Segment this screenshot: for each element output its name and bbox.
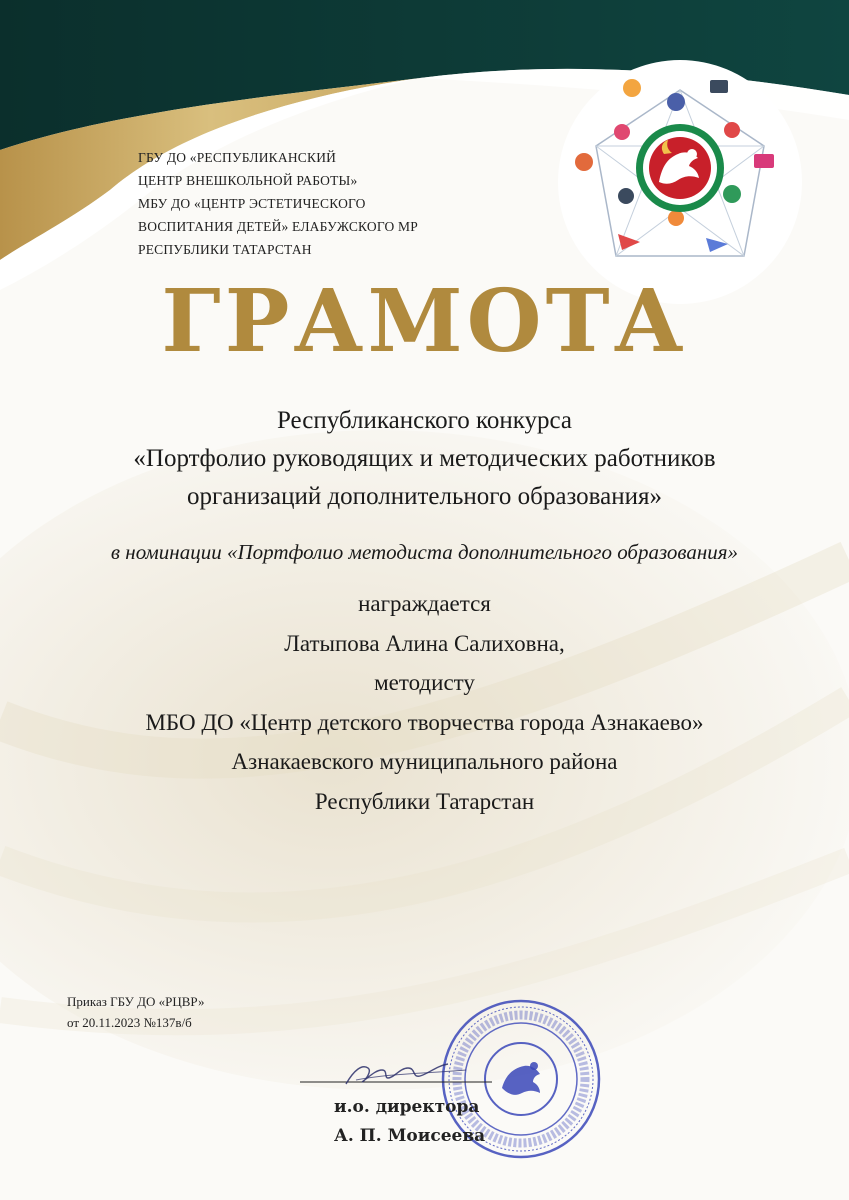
order-reference xyxy=(67,991,204,1033)
awardee-line: методисту xyxy=(374,670,475,695)
awardee-block xyxy=(0,584,849,821)
signatory-position: и.о. директора xyxy=(334,1097,480,1117)
awardee-line: награждается xyxy=(358,591,491,616)
issuer-block xyxy=(138,146,498,261)
issuer-line: ВОСПИТАНИЯ ДЕТЕЙ» ЕЛАБУЖСКОГО МР xyxy=(138,219,418,234)
issuer-line: ЦЕНТР ВНЕШКОЛЬНОЙ РАБОТЫ» xyxy=(138,173,358,188)
contest-line: «Портфолио руководящих и методических работников xyxy=(133,445,716,472)
issuer-line: РЕСПУБЛИКИ ТАТАРСТАН xyxy=(138,242,312,257)
awardee-line: Республики Татарстан xyxy=(314,788,535,814)
nomination: в номинации «Портфолио методиста дополнительного образования» xyxy=(110,540,739,564)
order-line: от 20.11.2023 №137в/б xyxy=(67,1015,192,1030)
contest-line: Республиканского конкурса xyxy=(276,407,573,434)
issuer-line: ГБУ ДО «РЕСПУБЛИКАНСКИЙ xyxy=(138,150,337,165)
contest-line: организаций дополнительного образования» xyxy=(187,483,662,510)
signatory-name: А. П. Моисеева xyxy=(334,1126,486,1146)
certificate-title: ГРАМОТА xyxy=(161,271,688,372)
signature-icon xyxy=(296,1040,496,1100)
issuer-line: МБУ ДО «ЦЕНТР ЭСТЕТИЧЕСКОГО xyxy=(138,196,366,211)
tatarstan-emblem-icon xyxy=(556,58,804,306)
awardee-name: Латыпова Алина Салиховна, xyxy=(284,630,565,656)
awardee-line: Азнакаевского муниципального района xyxy=(231,749,618,774)
order-line: Приказ ГБУ ДО «РЦВР» xyxy=(67,994,205,1009)
contest-block xyxy=(0,402,849,516)
awardee-line: МБО ДО «Центр детского творчества города Азнакаево» xyxy=(145,709,704,735)
